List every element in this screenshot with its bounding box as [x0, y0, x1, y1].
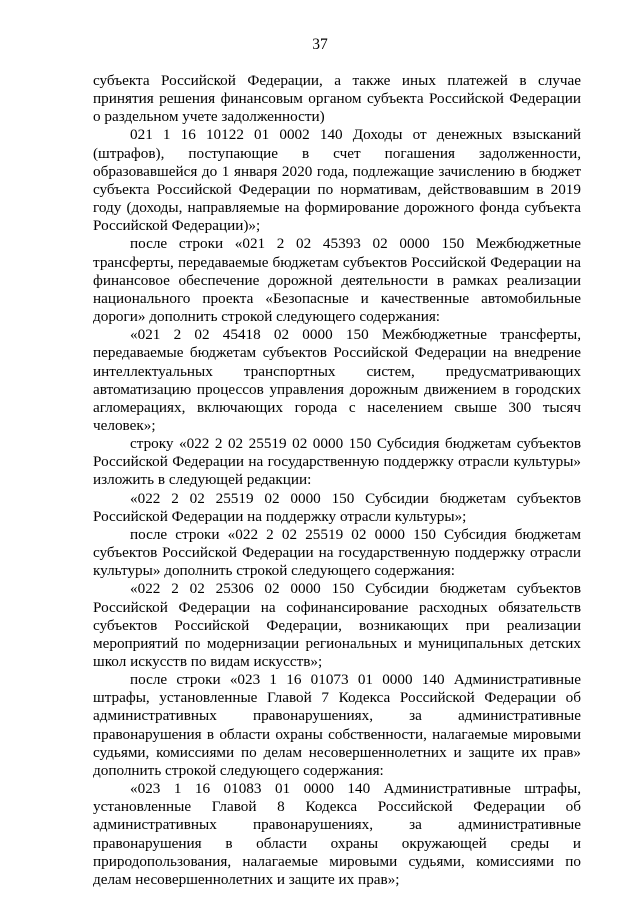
page-number: 37 — [312, 36, 328, 53]
paragraph-line-022-25519-new-wording: «022 2 02 25519 02 0000 150 Субсидии бюджетам субъектов Российской Федерации на поддержку отрасли культуры»; — [93, 489, 581, 525]
paragraph-after-line-023-01073: после строки «023 1 16 01073 01 0000 140 Административные штрафы, установленные Главой 7 Кодекса Российской Федерации об административных правонарушениях, за административные правонарушения в области охраны собственности, налагаемые мировыми судьями, комиссиями по делам несовершеннолетних и защите их прав» дополнить строкой следующего содержания: — [93, 671, 581, 779]
paragraph-new-line-022-25306: «022 2 02 25306 02 0000 150 Субсидии бюджетам субъектов Российской Федерации на софинансирование расходных обязательств субъектов Российской Федерации, возникающих при реализации мероприятий по модернизации региональных и муниципальных детских школ искусств по видам искусств»; — [93, 580, 581, 670]
paragraph-after-line-021-45393: после строки «021 2 02 45393 02 0000 150 Межбюджетные трансферты, передаваемые бюджетам субъектов Российской Федерации на финансовое обеспечение дорожной деятельности в рамках реализации национального проекта «Безопасные и качественные автомобильные дороги» дополнить строкой следующего содержания: — [93, 235, 581, 326]
paragraph-new-line-023-01083: «023 1 16 01083 01 0000 140 Административные штрафы, установленные Главой 8 Кодекса Российской Федерации об административных правонарушениях, за административные правонарушения в области охраны окружающей среды и природопользования, налагаемые мировыми судьями, комиссиями по делам несовершеннолетних и защите их прав»; — [93, 780, 581, 888]
paragraph-new-line-021-45418: «021 2 02 45418 02 0000 150 Межбюджетные трансферты, передаваемые бюджетам субъектов Российской Федерации на внедрение интеллектуальных транспортных систем, предусматривающих автоматизацию процессов управления дорожным движением в городских агломерациях, включающих города с населением свыше 300 тысяч человек»; — [93, 326, 581, 434]
paragraph-continuation: субъекта Российской Федерации, а также иных платежей в случае принятия решения финансовым органом субъекта Российской Федерации о раздельном учете задолженности) — [93, 72, 581, 126]
document-body — [93, 72, 581, 889]
paragraph-line-022-25519-replace: строку «022 2 02 25519 02 0000 150 Субсидия бюджетам субъектов Российской Федерации на государственную поддержку отрасли культуры» изложить в следующей редакции: — [93, 435, 581, 489]
paragraph-after-line-022-25519: после строки «022 2 02 25519 02 0000 150 Субсидия бюджетам субъектов Российской Федерации на государственную поддержку отрасли культуры» дополнить строкой следующего содержания: — [93, 525, 581, 580]
paragraph-revenue-code-021-116: 021 1 16 10122 01 0002 140 Доходы от денежных взысканий (штрафов), поступающие в счет погашения задолженности, образовавшейся до 1 января 2020 года, подлежащие зачислению в бюджет субъекта Российской Федерации по нормативам, действовавшим в 2019 году (доходы, направляемые на формирование дорожного фонда субъекта Российской Федерации)»; — [93, 126, 581, 235]
